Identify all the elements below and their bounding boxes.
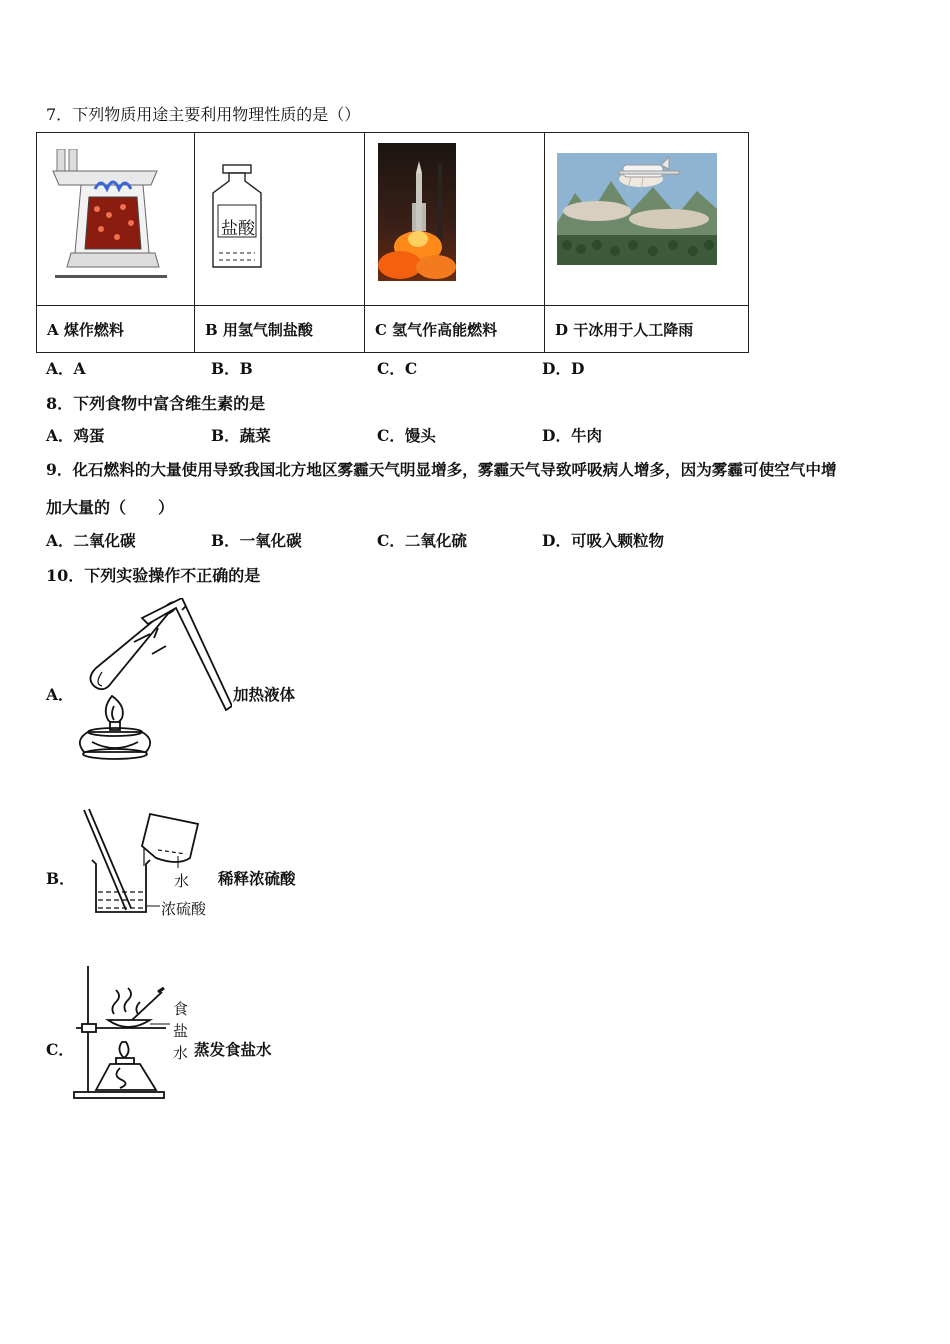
q8-option-c[interactable]: C．馒头 — [377, 426, 436, 445]
q10-option-a-letter[interactable]: A． — [46, 685, 74, 704]
salt-label-char-1: 食 — [173, 1000, 189, 1018]
salt-label-char-2: 盐 — [173, 1022, 189, 1040]
q9-option-c[interactable]: C．二氧化硫 — [377, 531, 467, 550]
q8-option-d[interactable]: D．牛肉 — [542, 426, 602, 445]
q7-cell-b-image — [195, 133, 365, 306]
evaporation-figure — [70, 962, 174, 1102]
q9-stem-line1 — [46, 458, 837, 480]
q7-label-b: B 用氢气制盐酸 — [195, 306, 365, 353]
rocket-launch-image — [378, 143, 456, 281]
q7-options-table — [36, 132, 749, 353]
q7-stem-text: 下列物质用途主要利用物理性质的是（） — [72, 105, 361, 124]
q7-option-b[interactable]: B．B — [211, 359, 253, 378]
q10-stem — [46, 563, 260, 586]
q10-option-c-caption: 蒸发食盐水 — [194, 1040, 272, 1059]
q7-number: 7． — [46, 105, 73, 124]
q9-option-b[interactable]: B．一氧化碳 — [211, 531, 302, 550]
q7-label-c: C 氢气作高能燃料 — [365, 306, 545, 353]
q10-number: 10． — [46, 566, 85, 585]
q9-option-d[interactable]: D．可吸入颗粒物 — [542, 531, 664, 550]
q10-option-b-letter[interactable]: B． — [46, 869, 75, 888]
q9-stem-text-line1: 化石燃料的大量使用导致我国北方地区雾霾天气明显增多，雾霾天气导致呼吸病人增多，因为雾霾可使空气中增 — [72, 460, 837, 479]
cloud-seeding-plane-image — [557, 153, 717, 265]
q8-stem — [46, 391, 265, 414]
q8-number: 8． — [46, 394, 74, 413]
q7-option-a[interactable]: A．A — [46, 359, 86, 378]
q7-label-d: D 干冰用于人工降雨 — [545, 306, 749, 353]
q10-stem-text: 下列实验操作不正确的是 — [84, 566, 261, 585]
q9-option-a[interactable]: A．二氧化碳 — [46, 531, 136, 550]
bottle-label-text: 盐酸 — [221, 219, 255, 239]
q7-option-d[interactable]: D．D — [542, 359, 585, 378]
q7-cell-c-image — [365, 133, 545, 306]
q10-option-c-letter[interactable]: C． — [46, 1040, 74, 1059]
heating-liquid-figure — [72, 598, 232, 762]
q9-number: 9． — [46, 460, 73, 479]
q7-option-c[interactable]: C．C — [377, 359, 418, 378]
q10-option-a-caption: 加热液体 — [233, 685, 296, 704]
water-label: 水 — [174, 872, 190, 890]
conc-acid-label: 浓硫酸 — [161, 900, 207, 918]
q8-stem-text: 下列食物中富含维生素的是 — [73, 394, 266, 413]
salt-label-char-3: 水 — [173, 1044, 189, 1062]
q7-label-a: A 煤作燃料 — [37, 306, 195, 353]
q8-option-b[interactable]: B．蔬菜 — [211, 426, 271, 445]
q9-stem-line2: 加大量的（ ） — [46, 498, 175, 517]
q8-option-a[interactable]: A．鸡蛋 — [46, 426, 105, 445]
q7-cell-d-image — [545, 133, 749, 306]
coal-stove-image — [51, 149, 171, 283]
q10-option-b-caption: 稀释浓硫酸 — [218, 869, 296, 888]
q7-stem — [46, 102, 360, 125]
q7-cell-a-image — [37, 133, 195, 306]
